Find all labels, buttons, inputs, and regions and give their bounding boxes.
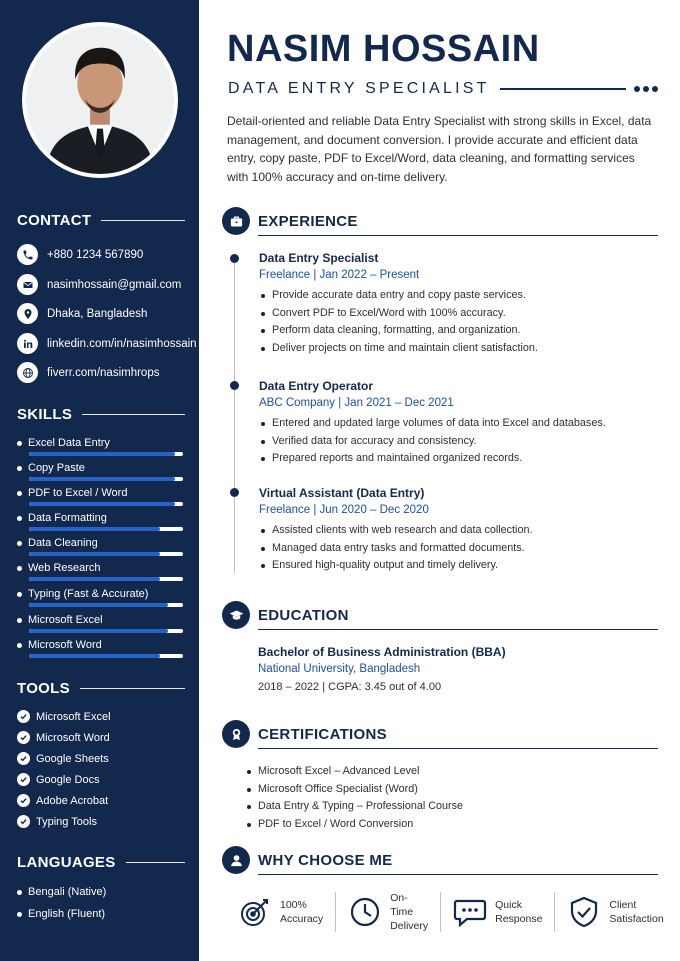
skill-level-bar <box>29 603 183 607</box>
skill-label-row <box>17 613 183 627</box>
profile-photo <box>22 22 178 178</box>
job-bullets <box>259 522 659 575</box>
contact-location <box>17 303 147 324</box>
skill-level-bar <box>29 502 183 506</box>
skill-level-fill <box>29 577 160 581</box>
divider <box>101 220 185 221</box>
language-label: Bengali (Native) <box>28 886 107 898</box>
certification-item: Microsoft Excel – Advanced Level <box>245 763 463 781</box>
skill-item <box>17 486 183 500</box>
award-ribbon-icon <box>222 720 250 748</box>
profile-photo-illustration <box>26 26 174 174</box>
skill-item <box>17 536 183 550</box>
profile-summary: Detail-oriented and reliable Data Entry Specialist with strong skills in Excel, data management, and document conversion. I provide accurate and efficient data entry, copy paste, PDF to Excel/Word, data cleaning, and formatting services with 100% accuracy and on-time delivery. <box>227 114 652 184</box>
job-title: Virtual Assistant (Data Entry) <box>259 486 425 500</box>
skill-label: Microsoft Excel <box>28 614 103 626</box>
graduation-cap-icon <box>222 601 250 629</box>
certifications-heading <box>222 719 658 749</box>
job-bullets <box>259 287 659 357</box>
job-bullet: Entered and updated large volumes of data into Excel and databases. <box>259 415 659 433</box>
why-line1: On-Time <box>390 892 414 918</box>
contact-title: CONTACT <box>17 212 92 229</box>
language-item <box>17 886 106 898</box>
divider <box>126 862 185 863</box>
shield-check-icon <box>567 895 601 929</box>
user-icon <box>222 846 250 874</box>
tool-item <box>17 731 110 744</box>
bullet-dot <box>17 592 22 597</box>
skill-level-bar <box>29 629 183 633</box>
section-rule <box>258 748 658 749</box>
tool-label: Google Sheets <box>36 752 109 765</box>
why-line2: Delivery <box>390 920 429 932</box>
why-item-accuracy <box>238 892 336 932</box>
skill-label: Microsoft Word <box>28 639 102 651</box>
why-item-delivery <box>348 892 441 932</box>
job-meta: Freelance | Jan 2022 – Present <box>259 269 420 281</box>
job-bullet: Managed data entry tasks and formatted documents. <box>259 540 659 558</box>
section-rule <box>258 629 658 630</box>
sidebar <box>0 0 199 961</box>
linkedin-icon <box>17 333 38 354</box>
role-divider <box>500 88 626 90</box>
tool-item <box>17 710 111 723</box>
bullet-dot <box>17 516 22 521</box>
linkedin-text: linkedin.com/in/nasimhossain <box>47 337 197 350</box>
why-line1: 100% <box>280 899 307 911</box>
tool-item <box>17 815 97 828</box>
contact-heading <box>17 212 185 229</box>
section-rule <box>258 874 658 875</box>
skill-level-bar <box>29 577 183 581</box>
skill-item <box>17 461 183 475</box>
person-name: NASIM HOSSAIN <box>227 28 540 70</box>
skill-label: Typing (Fast & Accurate) <box>28 588 149 600</box>
briefcase-icon <box>222 207 250 235</box>
checkmark-icon <box>17 710 30 723</box>
skill-label-row <box>17 638 183 652</box>
skill-label: Data Formatting <box>28 512 107 524</box>
why-line2: Response <box>495 913 543 925</box>
bullet-dot <box>17 466 22 471</box>
education-meta: 2018 – 2022 | CGPA: 3.45 out of 4.00 <box>258 681 442 693</box>
certification-item: PDF to Excel / Word Conversion <box>245 816 463 834</box>
tool-label: Typing Tools <box>36 815 97 828</box>
bullet-dot <box>17 566 22 571</box>
decorative-dots <box>634 86 658 92</box>
skill-level-fill <box>29 502 175 506</box>
why-line1: Quick <box>495 899 522 911</box>
timeline-dot <box>230 488 239 497</box>
skill-item <box>17 613 183 627</box>
skill-level-bar <box>29 654 183 658</box>
experience-heading <box>222 206 658 236</box>
skill-label-row <box>17 436 183 450</box>
website-text: fiverr.com/nasimhrops <box>47 366 160 379</box>
contact-website[interactable] <box>17 362 159 383</box>
skill-label: Web Research <box>28 562 101 574</box>
skill-level-fill <box>29 603 168 607</box>
skill-item <box>17 511 183 525</box>
skill-label: PDF to Excel / Word <box>28 487 128 499</box>
skill-label-row <box>17 536 183 550</box>
timeline-dot <box>230 254 239 263</box>
job-title: Data Entry Specialist <box>259 251 379 265</box>
certification-item: Microsoft Office Specialist (Word) <box>245 781 463 799</box>
skill-label: Excel Data Entry <box>28 437 110 449</box>
job-meta: Freelance | Jun 2020 – Dec 2020 <box>259 504 429 516</box>
divider <box>80 688 185 689</box>
job-meta: ABC Company | Jan 2021 – Dec 2021 <box>259 397 454 409</box>
skill-label-row <box>17 461 183 475</box>
why-line2: Accuracy <box>280 913 324 925</box>
section-rule <box>258 235 658 236</box>
skill-label: Data Cleaning <box>28 537 98 549</box>
language-item <box>17 908 105 920</box>
bullet-dot <box>17 618 22 623</box>
degree-title: Bachelor of Business Administration (BBA) <box>258 645 506 659</box>
divider <box>82 414 185 415</box>
role-row <box>228 80 658 98</box>
education-entry <box>258 645 506 693</box>
contact-linkedin[interactable] <box>17 333 197 354</box>
skill-item <box>17 436 183 450</box>
school-name: National University, Bangladesh <box>258 663 421 675</box>
why-choose-me-title: WHY CHOOSE ME <box>258 851 393 869</box>
skills-heading <box>17 406 185 423</box>
target-icon <box>238 895 272 929</box>
job-bullet: Convert PDF to Excel/Word with 100% accuracy. <box>259 305 659 323</box>
contact-email[interactable] <box>17 274 181 295</box>
tool-label: Microsoft Word <box>36 731 110 744</box>
skill-label-row <box>17 486 183 500</box>
skill-level-fill <box>29 452 175 456</box>
why-item-response <box>453 892 555 932</box>
skill-label-row <box>17 587 183 601</box>
job-bullet: Perform data cleaning, formatting, and organization. <box>259 322 659 340</box>
tool-label: Microsoft Excel <box>36 710 111 723</box>
tool-label: Adobe Acrobat <box>36 794 109 807</box>
skill-item <box>17 638 183 652</box>
skill-level-fill <box>29 629 168 633</box>
tool-item <box>17 773 100 786</box>
checkmark-icon <box>17 794 30 807</box>
tool-item <box>17 794 108 807</box>
location-pin-icon <box>17 303 38 324</box>
certifications-list <box>245 763 463 833</box>
email-icon <box>17 274 38 295</box>
certifications-title: CERTIFICATIONS <box>258 725 387 743</box>
job-bullet: Provide accurate data entry and copy paste services. <box>259 287 659 305</box>
skill-level-bar <box>29 477 183 481</box>
tools-title: TOOLS <box>17 680 70 697</box>
checkmark-icon <box>17 731 30 744</box>
experience-title: EXPERIENCE <box>258 212 358 230</box>
job-title: Data Entry Operator <box>259 379 374 393</box>
globe-icon <box>17 362 38 383</box>
skill-label-row <box>17 561 183 575</box>
skill-level-fill <box>29 527 160 531</box>
languages-title: LANGUAGES <box>17 854 116 871</box>
skill-label: Copy Paste <box>28 462 85 474</box>
job-entry <box>259 251 659 357</box>
tools-heading <box>17 680 185 697</box>
skill-level-fill <box>29 477 175 481</box>
job-bullet: Prepared reports and maintained organized records. <box>259 450 659 468</box>
language-label: English (Fluent) <box>28 908 106 920</box>
timeline-dot <box>230 381 239 390</box>
certification-item: Data Entry & Typing – Professional Course <box>245 798 463 816</box>
skill-level-fill <box>29 552 160 556</box>
checkmark-icon <box>17 815 30 828</box>
phone-icon <box>17 244 38 265</box>
bullet-dot <box>17 441 22 446</box>
job-bullet: Deliver projects on time and maintain client satisfaction. <box>259 340 659 358</box>
location-text: Dhaka, Bangladesh <box>47 307 148 320</box>
checkmark-icon <box>17 773 30 786</box>
skills-title: SKILLS <box>17 406 73 423</box>
contact-phone <box>17 244 143 265</box>
skill-level-bar <box>29 552 183 556</box>
tool-label: Google Docs <box>36 773 100 786</box>
bullet-dot <box>17 491 22 496</box>
why-line1: Client <box>609 899 637 911</box>
bullet-dot <box>17 912 22 917</box>
skill-item <box>17 587 183 601</box>
job-bullet: Verified data for accuracy and consistency. <box>259 433 659 451</box>
job-entry <box>259 486 659 575</box>
timeline-line <box>234 255 235 573</box>
education-heading <box>222 600 658 630</box>
tool-item <box>17 752 109 765</box>
email-text: nasimhossain@gmail.com <box>47 278 182 291</box>
job-bullet: Ensured high-quality output and timely delivery. <box>259 557 659 575</box>
bullet-dot <box>17 890 22 895</box>
why-choose-me-row <box>238 892 664 932</box>
education-title: EDUCATION <box>258 606 349 624</box>
job-entry <box>259 379 659 468</box>
skill-level-fill <box>29 654 160 658</box>
skill-label-row <box>17 511 183 525</box>
clock-icon <box>348 895 382 929</box>
skill-level-bar <box>29 527 183 531</box>
why-item-satisfaction <box>567 892 675 932</box>
role-title: DATA ENTRY SPECIALIST <box>228 80 490 97</box>
chat-icon <box>453 895 487 929</box>
phone-text: +880 1234 567890 <box>47 248 144 261</box>
why-line2: Satisfaction <box>609 913 664 925</box>
checkmark-icon <box>17 752 30 765</box>
bullet-dot <box>17 643 22 648</box>
skill-item <box>17 561 183 575</box>
skill-level-bar <box>29 452 183 456</box>
languages-heading <box>17 854 185 871</box>
job-bullet: Assisted clients with web research and data collection. <box>259 522 659 540</box>
bullet-dot <box>17 541 22 546</box>
why-choose-me-heading <box>222 845 658 875</box>
job-bullets <box>259 415 659 468</box>
